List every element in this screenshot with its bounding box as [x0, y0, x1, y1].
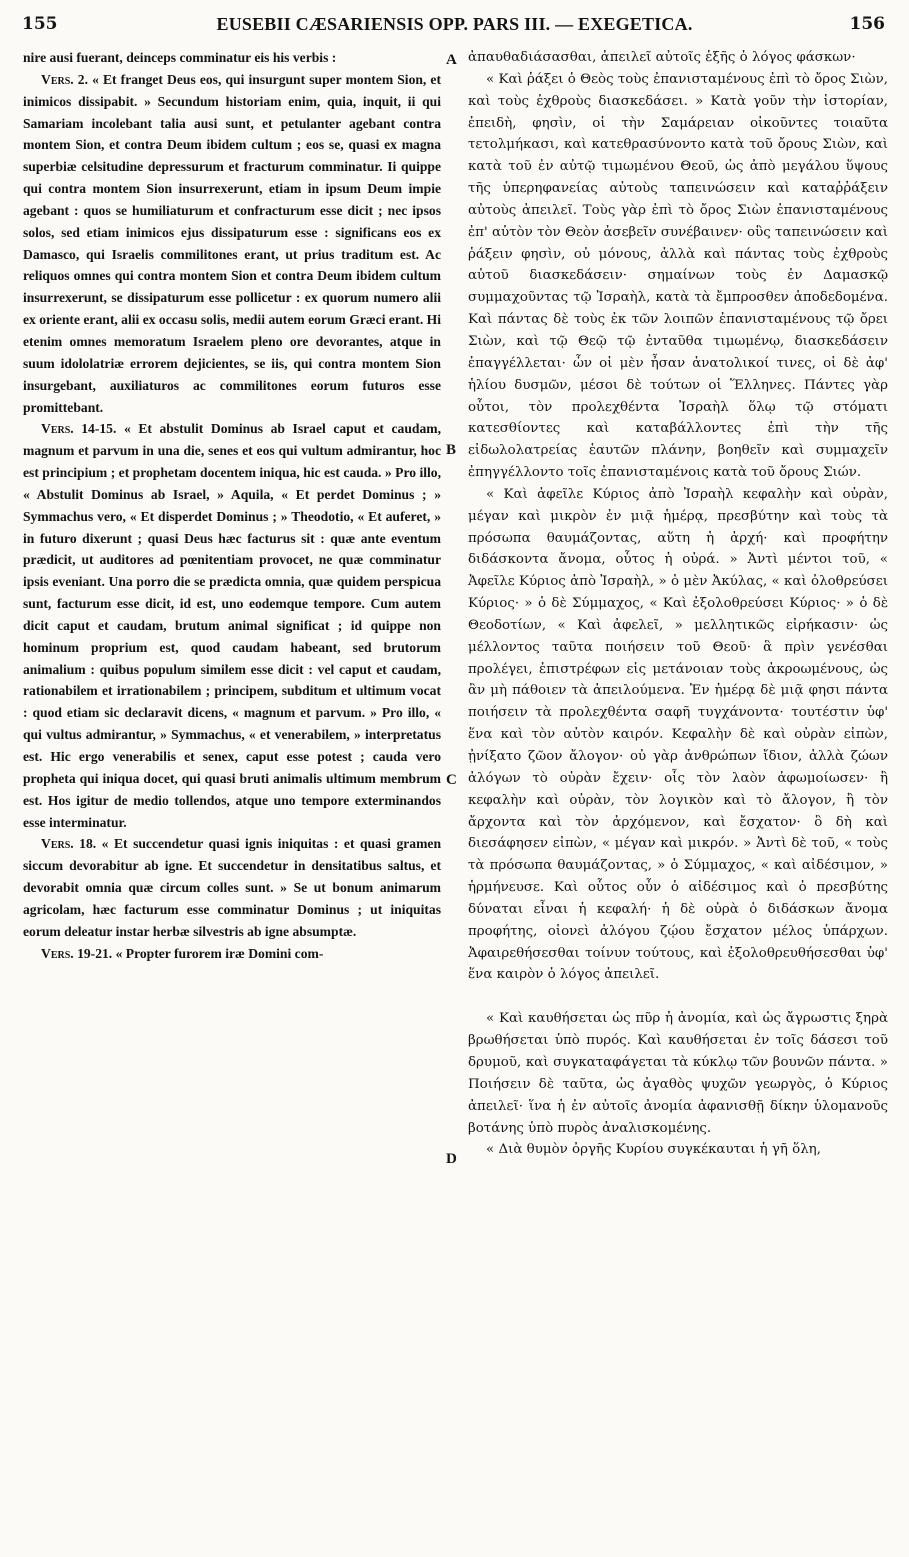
- page-number-left: 155: [22, 14, 58, 34]
- latin-paragraph: [23, 418, 441, 833]
- verse-label: Vers. 2.: [41, 71, 88, 87]
- margin-marker-c: C: [446, 772, 457, 788]
- greek-paragraph: « Καὶ καυθήσεται ὡς πῦρ ἡ ἀνομία, καὶ ὡς ἄγρωστις ξηρὰ βρωθήσεται ὑπὸ πυρός. Καὶ καυθήσεται ἐν τοῖς δάσεσι τοῦ δρυμοῦ, καὶ συγκαταφάγεται τὰ κύκλῳ τῶν βουνῶν πάντα. » Ποιήσειν δὲ ταῦτα, ὡς ἀγαθὸς ψυχῶν γεωργὸς, ὁ Κύριος ἀπειλεῖ· ἵνα ἡ ἐν αὐτοῖς ἀνομία ἀφανισθῇ δίκην ὑλομανοῦς βοτάνης ὑπὸ πυρὸς ἀναλισκομένης.: [468, 1011, 888, 1136]
- latin-text: « Propter furorem iræ Domini com-: [112, 945, 324, 961]
- verse-label: Vers. 18.: [41, 836, 97, 852]
- latin-text: nire ausi fuerant, deinceps comminatur eis his verbis :: [23, 50, 337, 65]
- latin-paragraph: [23, 943, 441, 965]
- running-header: [0, 0, 909, 40]
- greek-paragraph: « Καὶ ἀφεῖλε Κύριος ἀπὸ Ἰσραὴλ κεφαλὴν καὶ οὐρὰν, μέγαν καὶ μικρὸν ἐν μιᾷ ἡμέρᾳ, πρεσβύτην καὶ τοὺς τὰ πρόσωπα θαυμάζοντας, αὕτη ἡ ἀρχή· καὶ προφήτην διδάσκοντα ἄνομα, οὗτος ἡ οὐρά. » Ἀντὶ μέντοι τοῦ, « Ἀφεῖλε Κύριος ἀπὸ Ἰσραὴλ, » ὁ μὲν Ἀκύλας, « καὶ ὀλοθρεύσει Κύριος· » ὁ δὲ Σύμμαχος, « Καὶ ἐξολοθρεύσει Κύριος· » ὁ δὲ Θεοδοτίων, « Καὶ ἀφελεῖ, » μελλητικῶς εἰρήκασιν· ὡς μέλλοντος ταῦτα ποιήσειν τοῦ Θεοῦ· ἃ πρὶν γενέσθαι προλέγει, ἐπιστρέφων εἰς μετάνοιαν τοὺς ἀκροωμένους, ὡς ἂν μὴ πάθοιεν τὰ ἀπειλούμενα. Ἐν ἡμέρᾳ δὲ μιᾷ φησι πάντα ποιήσειν τὰ προλεχθέντα σαφῆ τυγχάνοντα· τουτέστιν ὑφ' ἕνα καὶ τὸν αὐτὸν καιρόν. Κεφαλὴν δὲ καὶ οὐρὰν εἰπὼν, ᾐνίξατο ζῶον ἄλογον· οὐ γὰρ ἀνθρώπων ἴδιον, ἀλλὰ ζώων ἀλόγων τὸ οὐρὰν ἔχειν· οἷς τὸν λαὸν ἀφωμοίωσεν· ἢ κεφαλὴν καὶ οὐρὰν, τὸν λογικὸν καὶ τὸ ἄλογον, ἢ τὸν ἄρχοντα καὶ τὸν ἀρχόμενον, καὶ ἔσχατον· ὃ δὴ καὶ διεσάφησεν εἰπὼν, « μέγαν καὶ μικρόν. » Ἀντὶ δὲ τοῦ, « τοὺς τὰ πρόσωπα θαυμάζοντας, » ὁ Σύμμαχος, « καὶ αἰδέσιμον, » ἡρμήνευσε. Καὶ οὗτος οὖν ὁ αἰδέσιμος καὶ ὁ πρεσβύτης δύναται εἶναι ἡ κεφαλή· ἡ δὲ οὐρὰ ὁ διδάσκων ἄνομα προφήτης, οἱονεὶ ἀλόγου ζῴου ἔσχατον μέλος ὑπάρχων. Ἀφαιρεθήσεσθαι τοίνυν τούτους, καὶ ἐξολοθρευθήσεσθαι ὑφ' ἕνα καιρὸν ὁ λόγος ἀπειλεῖ.: [468, 486, 888, 983]
- verse-label: Vers. 19-21.: [41, 945, 113, 961]
- latin-text: « Et succendetur quasi ignis iniquitas : et quasi gramen siccum devorabitur ab igne. Et succendetur in densitatibus saltus, et devorabit omnia quæ circum colles sunt. » Se ut bonum animarum agricolam, hæc facturum esse comminatur Dominus ; ut iniquitas eorum deleatur instar herbæ silvestris ab igne absumptæ.: [23, 836, 442, 939]
- latin-paragraph: [23, 69, 441, 419]
- greek-paragraph: « Καὶ ῥάξει ὁ Θεὸς τοὺς ἐπανισταμένους ἐπὶ τὸ ὄρος Σιὼν, καὶ τοὺς ἐχθροὺς διασκεδάσει. » Κατὰ γοῦν τὴν ἱστορίαν, ἐπειδὴ, φησὶν, οἱ τὴν Σαμάρειαν οἰκοῦντες τοιαῦτα τετολμήκασι, καὶ κατεθρασύνοντο κατὰ τοῦ ὄρους Σιὼν, καὶ κατὰ τοῦ ἐν αὐτῷ τιμωμένου Θεοῦ, ὡς ἀπὸ μεγάλου ὕψους τῆς ὑπερηφανείας αὐτοὺς ταπεινώσειν καὶ καταῤῥάξειν αὐτοὺς ἀπειλεῖ. Τοὺς γὰρ ἐπὶ τὸ ὄρος Σιὼν ἐπανισταμένους ἐπ' αὐτὸν τὸν Θεὸν ἀσεβεῖν συνέβαινεν· οὓς ταπεινώσειν καὶ ῥάξειν φησὶν, οὐ μόνους, ἀλλὰ καὶ πάντας τοὺς ἐχθροὺς αὐτοῦ διασκεδάσειν· σημαίνων τοὺς ἐν Δαμασκῷ συμμαχοῦντας τῷ Ἰσραὴλ, κατὰ τὰ ἔμπροσθεν ἀποδεδομένα. Καὶ πάντας δὲ τοὺς ἐκ τῶν λοιπῶν ἐπανισταμένους τῷ ὄρει Σιὼν, καὶ τῷ Θεῷ τῷ ἐνταῦθα τιμωμένῳ, διασκεδάσειν ἐπαγγέλλεται· ὧν οἱ μὲν ἦσαν ἀνατολικοί τινες, οἱ δὲ ἀφ' ἡλίου δυσμῶν, μέσοι δὲ τούτων οἱ Ἕλληνες. Πάντες γὰρ οὗτοι, τὸν προλεχθέντα Ἰσραὴλ ὅλῳ τῷ στόματι κατεσθίοντες καὶ καταβάλλοντες ἐπὶ τὴν τῆς εἰδωλολατρείας ἑαυτῶν πλάνην, βοηθεῖν καὶ συμμαχεῖν ἐπηγγέλλοντο τοῖς ἐπανισταμένοις κατὰ τοῦ ὄρους Σιών.: [468, 71, 888, 481]
- margin-marker-a: A: [446, 52, 457, 68]
- latin-text: « Et abstulit Dominus ab Israel caput et caudam, magnum et parvum in una die, senes et eos qui vultum admirantur, hoc est principium ; et prophetam docentem iniqua, hic est cauda. » Pro illo, « Abstulit Dominus ab Israel, » Aquila, « Et perdet Dominus ; » Symmachus vero, « Et disperdet Dominus ; » Theodotio, « Et auferet, » in futuro dixerunt ; quasi Deus hæc facturus sit : quæ ante eventum prædicit, ut auditores ad pœnitentiam provocet, ne quæ comminatur ipsis eveniant. Una porro die se prædicta omnia, quæ quidem perspicua sunt, facturum esse dicit, id est, uno eodemque tempore. Cum autem dicit caput et caudam, brutum animal significat ; id quippe non hominum proprium est, quod caudam habeant, sed brutorum animalium : quibus populum similem esse dicit : vel caput et caudam, rationabilem et irrationabilem ; principem, subditum et ultimum vocat : quod etiam sic declaravit dicens, « magnum et parvum. » Pro illo, « qui vultus admirantur, » Symmachus, « et venerabilem, » interpretatus est. Hic ergo venerabilis et senex, caput esse potest ; cauda vero propheta qui iniqua docet, qui quasi bruti animalis ultimum membrum est. Hos igitur de medio tollendos, atque uno tempore exterminandos esse interminatur.: [23, 421, 441, 830]
- latin-column: [23, 47, 441, 964]
- running-title: EUSEBII CÆSARIENSIS OPP. PARS III. — EXEGETICA.: [216, 14, 693, 34]
- greek-column: [468, 47, 888, 1161]
- margin-marker-d: D: [446, 1151, 457, 1167]
- greek-paragraph: « Διὰ θυμὸν ὀργῆς Κυρίου συγκέκαυται ἡ γῆ ὅλη,: [486, 1142, 821, 1158]
- margin-marker-b: B: [446, 442, 457, 458]
- page-number-right: 156: [849, 14, 885, 34]
- latin-paragraph: [23, 47, 441, 69]
- latin-paragraph: [23, 833, 441, 942]
- greek-paragraph: ἀπαυθαδιάσασθαι, ἀπειλεῖ αὐτοῖς ἑξῆς ὁ λόγος φάσκων·: [468, 50, 856, 65]
- latin-text: « Et franget Deus eos, qui insurgunt super montem Sion, et inimicos dissipabit. » Secundum historiam enim, quia, inquit, ii qui Samariam incolebant talia ausi sunt, et petulanter agebant contra montem Sion, et contra Deum ibidem cultum ; eos se, quasi ex magna superbiæ celsitudine depressurum et fracturum comminatur. Ii quippe qui contra montem Sion insurrexerunt, etiam in ipsum Deum impie agebant : quos se humiliaturum et confracturum esse dicit ; nec ipsos solos, sed etiam inimicos ejus dissipaturum esse : significans eos ex Damasco, qui Israelis commilitones erant, ut prius traditum est. Ac reliquos omnes qui contra montem Sion et contra Deum ibidem cultum insurrexerunt, se dissipaturum esse pollicetur : ex quorum numero alii ex oriente erant, alii ex occasu solis, medii autem eorum Græci erant. Hi etenim omnes memoratum Israelem pleno ore devorantes, atque in suum idololatriæ errorem dejicientes, se iis, qui contra montem Sion insurgebant, auxiliaturos ac commilitones eorum futuros esse promittebant.: [23, 71, 441, 415]
- verse-label: Vers. 14-15.: [41, 421, 117, 437]
